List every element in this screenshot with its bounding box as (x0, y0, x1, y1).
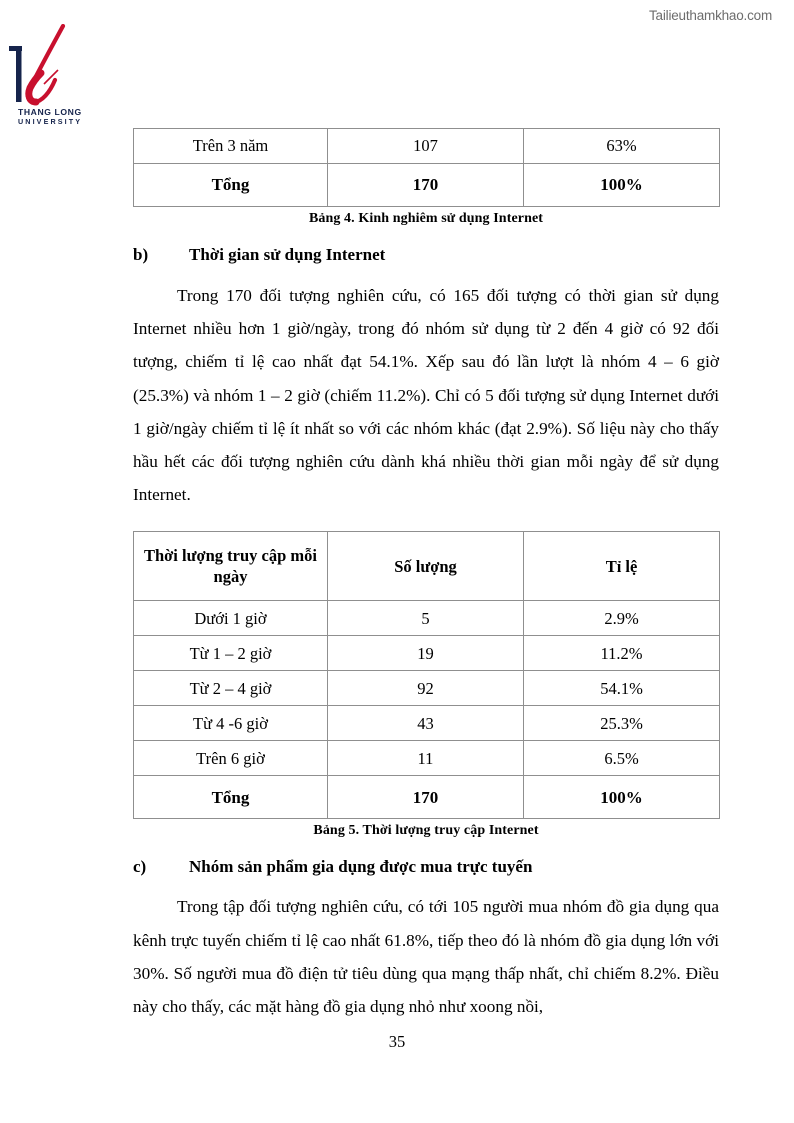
logo-wordmark (18, 108, 98, 126)
table-row (134, 706, 720, 741)
heading-marker-b: b) (133, 245, 149, 264)
table-cell-label: Từ 1 – 2 giờ (134, 636, 328, 671)
table-row (134, 601, 720, 636)
paragraph-section-c: Trong tập đối tượng nghiên cứu, có tới 105 người mua nhóm đồ gia dụng qua kênh trực tuyến chiếm tỉ lệ cao nhất 61.8%, tiếp theo đó là nhóm đồ gia dụng lớn với 30%. Số người mua đồ điện tử tiêu dùng qua mạng thấp nhất, chỉ chiếm 8.2%. Điều này cho thấy, các mặt hàng đồ gia dụng nhỏ như xoong nồi, (133, 897, 719, 1017)
logo-university-name: THANG LONG (18, 107, 82, 117)
table-cell-ratio: 63% (524, 129, 720, 164)
table-cell-label: Dưới 1 giờ (134, 601, 328, 636)
table-cell-count: 43 (328, 706, 524, 741)
table-row-total (134, 776, 720, 819)
heading-section-b (133, 245, 719, 265)
table-cell-label: Tổng (134, 776, 328, 819)
logo-mark-icon (8, 24, 104, 116)
table-row (134, 671, 720, 706)
table-cell-ratio: 2.9% (524, 601, 720, 636)
heading-title-b: Thời gian sử dụng Internet (189, 245, 386, 264)
table-cell-count: 19 (328, 636, 524, 671)
table-cell-ratio: 54.1% (524, 671, 720, 706)
table-cell-count: 107 (328, 129, 524, 164)
table-caption-bang-5: Bảng 5. Thời lượng truy cập Internet (313, 823, 539, 839)
site-watermark: Tailieuthamkhao.com (648, 8, 772, 23)
table-cell-label: Tổng (134, 164, 328, 207)
table-header-duration: Thời lượng truy cập mỗi ngày (134, 532, 328, 601)
table-caption-bang-4: Bảng 4. Kinh nghiêm sử dụng Internet (308, 211, 544, 226)
table-cell-ratio: 6.5% (524, 741, 720, 776)
table-bang-4 (133, 128, 720, 207)
table-row (134, 741, 720, 776)
table-cell-ratio: 100% (524, 164, 720, 207)
table-row (134, 636, 720, 671)
logo-university-subtitle: UNIVERSITY (18, 117, 83, 127)
table-cell-count: 170 (328, 776, 524, 819)
table-header-ratio: Tỉ lệ (524, 532, 720, 601)
paragraph-section-b: Trong 170 đối tượng nghiên cứu, có 165 đối tượng có thời gian sử dụng Internet nhiều hơn 1 giờ/ngày, trong đó nhóm sử dụng từ 2 đến 4 giờ có 92 đối tượng, chiếm tỉ lệ cao nhất đạt 54.1%. Xếp sau đó lần lượt là nhóm 4 – 6 giờ (25.3%) và nhóm 1 – 2 giờ (chiếm 11.2%). Chỉ có 5 đối tượng sử dụng Internet dưới 1 giờ/ngày chiếm tỉ lệ ít nhất so với các nhóm khác (đạt 2.9%). Số liệu này cho thấy hầu hết các đối tượng nghiên cứu dành khá nhiều thời gian mỗi ngày để sử dụng Internet. (133, 286, 719, 505)
table-cell-count: 5 (328, 601, 524, 636)
table-header-count: Số lượng (328, 532, 524, 601)
table-cell-ratio: 11.2% (524, 636, 720, 671)
heading-title-c: Nhóm sản phẩm gia dụng được mua trực tuyến (189, 857, 533, 877)
table-cell-ratio: 25.3% (524, 706, 720, 741)
page-content (133, 0, 719, 1023)
table-cell-ratio: 100% (524, 776, 720, 819)
table-bang-5 (133, 531, 720, 819)
table-cell-count: 11 (328, 741, 524, 776)
table-cell-count: 170 (328, 164, 524, 207)
table-header-row (134, 532, 720, 601)
table-cell-label: Từ 2 – 4 giờ (134, 671, 328, 706)
table-row (134, 129, 720, 164)
university-logo (8, 24, 104, 127)
table-cell-count: 92 (328, 671, 524, 706)
table-cell-label: Từ 4 -6 giờ (134, 706, 328, 741)
heading-section-c (133, 857, 719, 877)
table-row-total (134, 164, 720, 207)
table-cell-label: Trên 6 giờ (134, 741, 328, 776)
heading-marker-c: c) (133, 857, 147, 877)
table-cell-label: Trên 3 năm (134, 129, 328, 164)
page-number: 35 (388, 1032, 406, 1051)
